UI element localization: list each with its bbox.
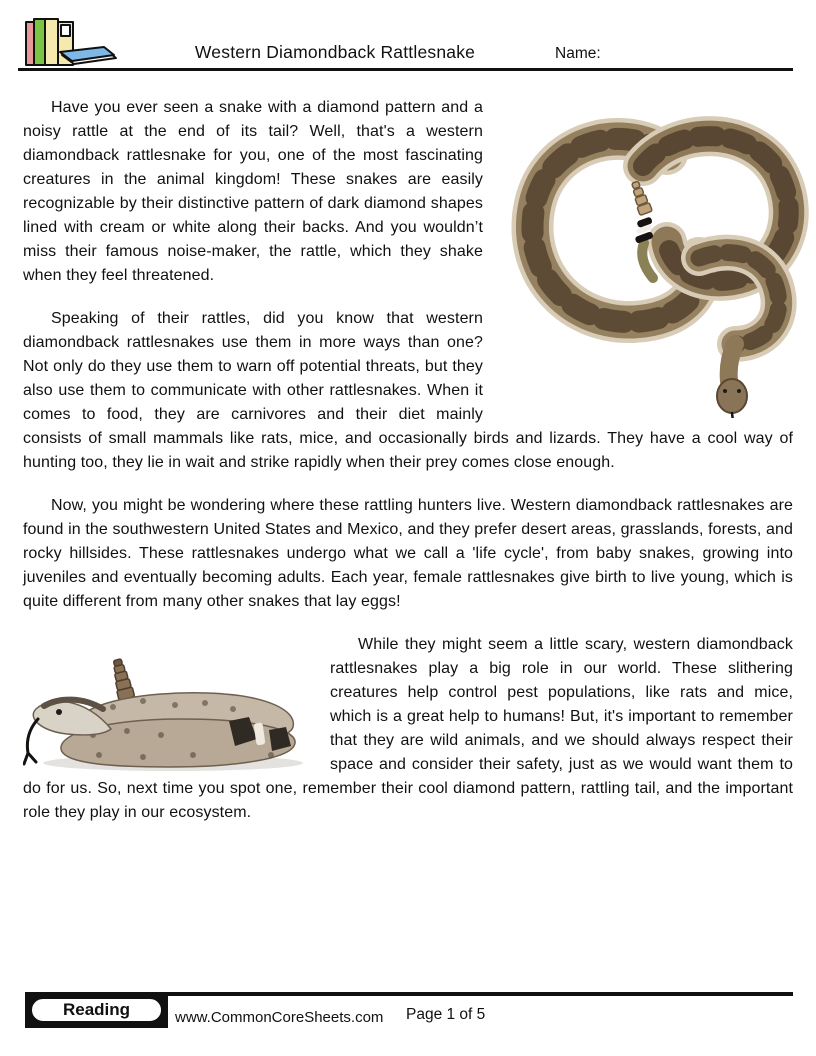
- paragraph-4: While they might seem a little scary, western diamondback rattlesnakes play a big role in our world. These slithering creatures help control pest populations, like rats and mice, which is a great help to humans! But, it's important to remember that they are wild animals, and we should always respect their space and consider their safety, just as we would want them to do for us. So, next time you spot one, remember their cool diamond pattern, rattling tail, and the important role they play in our ecosystem.: [23, 636, 793, 821]
- category-badge: [25, 992, 168, 1028]
- rattlesnake-photo-bottom: [23, 635, 320, 773]
- category-badge-label: Reading: [30, 997, 163, 1023]
- website-url: www.CommonCoreSheets.com: [175, 1009, 384, 1026]
- paragraph-3: Now, you might be wondering where these rattling hunters live. Western diamondback rattlesnakes are found in the southwestern United States and Mexico, and they prefer desert areas, grasslands, forests, and rocky hillsides. These rattlesnakes undergo what we call a 'life cycle', from baby snakes, growing into juveniles and eventually becoming adults. Each year, female rattlesnakes give birth to live young, which is quite different from many other snakes that lay eggs!: [23, 497, 793, 610]
- page-indicator: Page 1 of 5: [406, 1006, 486, 1023]
- name-label: Name:: [555, 45, 601, 62]
- stacked-books-logo-icon: [22, 13, 118, 74]
- rattlesnake-photo-top: [501, 96, 811, 418]
- paragraph-1: Have you ever seen a snake with a diamond pattern and a noisy rattle at the end of its tail? Well, that's a western diamondback rattlesnake for you, one of the most fascinating creatures in the animal kingdom! These snakes are easily recognizable by their distinctive pattern of dark diamond shapes lined with cream or white along their backs. And you wouldn’t miss their famous noise-maker, the rattle, which they shake when they feel threatened.: [23, 99, 483, 284]
- reading-passage: [23, 96, 793, 825]
- snake-head: [717, 379, 747, 418]
- page-title: Western Diamondback Rattlesnake: [194, 42, 476, 62]
- header-rule: [18, 68, 793, 71]
- paragraph-2: Speaking of their rattles, did you know that western diamondback rattlesnakes use them in more ways than one? Not only do they use them to warn off potential threats, but they also use them to communicate with other rattlesnakes. When it comes to food, they are carnivores and their diet mainly consists of small mammals like rats, mice, and occasionally birds and lizards. They have a cool way of hunting too, they lie in wait and strike rapidly when their prey comes close enough.: [23, 310, 793, 471]
